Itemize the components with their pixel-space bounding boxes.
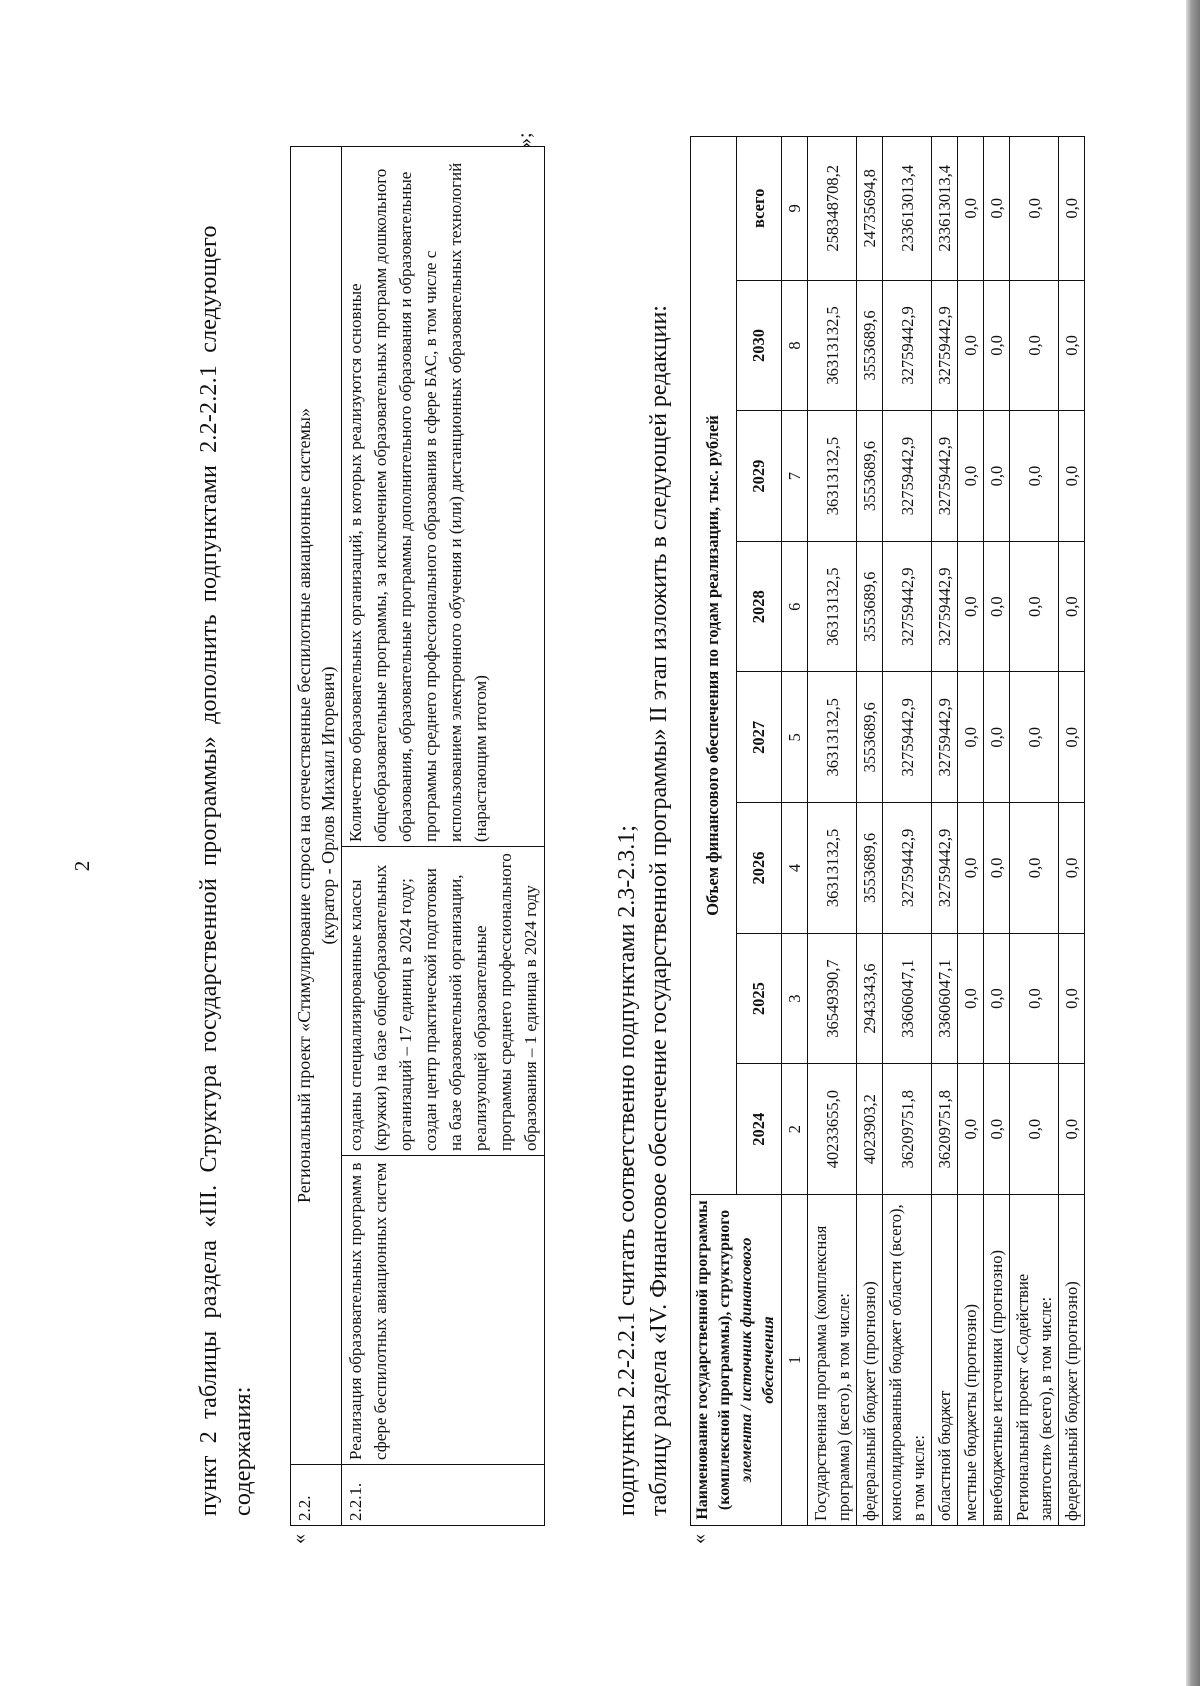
year-header: всего bbox=[736, 137, 782, 281]
curator-line: (куратор - Орлов Михаил Игоревич) bbox=[318, 666, 338, 945]
amount-cell: 32759442,9 bbox=[932, 280, 958, 411]
amount-cell: 0,0 bbox=[984, 933, 1010, 1064]
quote-open-mark-2: « bbox=[688, 1534, 710, 1544]
amount-cell: 24735694,8 bbox=[857, 137, 883, 281]
financing-table bbox=[690, 136, 1085, 1526]
year-header: 2029 bbox=[736, 411, 782, 542]
amount-cell: 32759442,9 bbox=[932, 803, 958, 934]
amount-cell: 3553689,6 bbox=[857, 672, 883, 803]
amount-cell: 0,0 bbox=[984, 137, 1010, 281]
column-index: 9 bbox=[782, 137, 808, 281]
amount-cell: 258348708,2 bbox=[808, 137, 857, 281]
amount-cell: 36313132,5 bbox=[808, 803, 857, 934]
amount-cell: 3553689,6 bbox=[857, 280, 883, 411]
year-header: 2025 bbox=[736, 933, 782, 1064]
structure-row-2-2-1 bbox=[342, 147, 545, 1526]
amount-cell: 233613013,4 bbox=[932, 137, 958, 281]
year-header: 2030 bbox=[736, 280, 782, 411]
column-index: 4 bbox=[782, 803, 808, 934]
amount-cell: 32759442,9 bbox=[883, 411, 932, 542]
amount-cell: 0,0 bbox=[984, 1064, 1010, 1195]
amount-cell: 36313132,5 bbox=[808, 280, 857, 411]
amount-cell: 0,0 bbox=[984, 803, 1010, 934]
amount-cell: 36549390,7 bbox=[808, 933, 857, 1064]
amount-cell: 32759442,9 bbox=[883, 803, 932, 934]
amount-cell: 36313132,5 bbox=[808, 411, 857, 542]
column-index: 6 bbox=[782, 541, 808, 672]
rotated-document-page bbox=[30, 0, 1180, 1656]
column-index: 8 bbox=[782, 280, 808, 411]
volume-header: Объем финансового обеспечения по годам реализации, тыс. рублей bbox=[691, 137, 737, 1195]
amount-cell: 0,0 bbox=[1059, 411, 1085, 542]
amount-cell: 0,0 bbox=[1059, 137, 1085, 281]
amount-cell: 3553689,6 bbox=[857, 803, 883, 934]
name-header: Наименование государственной программы (комплексной программы), структурного элемента / источник финансового обеспечения bbox=[691, 1195, 782, 1526]
amount-cell: 32759442,9 bbox=[883, 541, 932, 672]
indicator-cell: Количество образовательных организаций, в которых реализуются основные общеобразовательные программы, за исключением образовательных программ дошкольного образования, образовательные программы дополнительного образования и образовательные программы среднего профессионального образования в сфере БАС, в том числе с использованием электронного обучения и (или) дистанционных образовательных технологий (нарастающим итогом) bbox=[342, 147, 545, 847]
row-name: федеральный бюджет (прогнозно) bbox=[1059, 1195, 1085, 1526]
amount-cell: 0,0 bbox=[984, 280, 1010, 411]
row-name: внебюджетные источники (прогнозно) bbox=[984, 1195, 1010, 1526]
paragraph-amend-section-4: таблицу раздела «IV. Финансовое обеспечение государственной программы» II этап изложить в следующей редакции: bbox=[646, 305, 672, 1516]
column-index: 7 bbox=[782, 411, 808, 542]
amount-cell: 36209751,8 bbox=[883, 1064, 932, 1195]
financing-row bbox=[932, 137, 958, 1526]
amount-cell: 33606047,1 bbox=[883, 933, 932, 1064]
column-index: 1 bbox=[782, 1195, 808, 1526]
financing-row bbox=[958, 137, 984, 1526]
amount-cell: 0,0 bbox=[1059, 672, 1085, 803]
amount-cell: 0,0 bbox=[1059, 1064, 1085, 1195]
amount-cell: 0,0 bbox=[1059, 280, 1085, 411]
amount-cell: 32759442,9 bbox=[932, 411, 958, 542]
amount-cell: 3553689,6 bbox=[857, 411, 883, 542]
amount-cell: 0,0 bbox=[1059, 933, 1085, 1064]
amount-cell: 0,0 bbox=[984, 411, 1010, 542]
amount-cell: 36313132,5 bbox=[808, 672, 857, 803]
amount-cell: 233613013,4 bbox=[883, 137, 932, 281]
structure-table bbox=[290, 146, 545, 1526]
scanned-page-edge bbox=[1186, 0, 1200, 1686]
amount-cell: 36313132,5 bbox=[808, 541, 857, 672]
paragraph-renumber: подпункты 2.2-2.2.1 считать соответственно подпунктами 2.3-2.3.1; bbox=[614, 825, 640, 1516]
amount-cell: 0,0 bbox=[1059, 803, 1085, 934]
amount-cell: 0,0 bbox=[958, 280, 984, 411]
financing-row bbox=[984, 137, 1010, 1526]
column-index-row bbox=[782, 137, 808, 1526]
regional-project-cell bbox=[291, 147, 342, 1465]
financing-row bbox=[1010, 137, 1059, 1526]
amount-cell: 0,0 bbox=[958, 803, 984, 934]
column-index: 2 bbox=[782, 1064, 808, 1195]
amount-cell: 0,0 bbox=[958, 672, 984, 803]
amount-cell: 0,0 bbox=[958, 137, 984, 281]
regional-project-title: Региональный проект «Стимулирование спроса на отечественные беспилотные авиационные системы» bbox=[294, 407, 314, 1204]
amount-cell: 36209751,8 bbox=[932, 1064, 958, 1195]
amount-cell: 3553689,6 bbox=[857, 541, 883, 672]
amount-cell: 0,0 bbox=[1059, 541, 1085, 672]
amount-cell: 0,0 bbox=[958, 411, 984, 542]
amount-cell: 0,0 bbox=[1010, 280, 1059, 411]
structure-row-2-2 bbox=[291, 147, 342, 1526]
amount-cell: 0,0 bbox=[1010, 933, 1059, 1064]
amount-cell: 0,0 bbox=[1010, 672, 1059, 803]
year-header: 2028 bbox=[736, 541, 782, 672]
task-cell: Реализация образовательных программ в сфере беспилотных авиационных систем bbox=[342, 1156, 545, 1465]
amount-cell: 32759442,9 bbox=[883, 280, 932, 411]
effect-cell: созданы специализированные классы (кружки) на базе общеобразовательных организаций – 17 единиц в 2024 году; создан центр практической подготовки на базе образовательной организации, реализующей образовательные программы среднего профессионального образования – 1 единица в 2024 году bbox=[342, 847, 545, 1156]
amount-cell: 0,0 bbox=[984, 541, 1010, 672]
row-number: 2.2. bbox=[291, 1465, 342, 1526]
row-name: Государственная программа (комплексная программа) (всего), в том числе: bbox=[808, 1195, 857, 1526]
amount-cell: 0,0 bbox=[1010, 803, 1059, 934]
row-number: 2.2.1. bbox=[342, 1465, 545, 1526]
year-header: 2024 bbox=[736, 1064, 782, 1195]
financing-row bbox=[883, 137, 932, 1526]
financing-header-row bbox=[691, 137, 737, 1526]
financing-row bbox=[808, 137, 857, 1526]
row-name: областной бюджет bbox=[932, 1195, 958, 1526]
financing-row bbox=[857, 137, 883, 1526]
paragraph-amend-section-3: пункт 2 таблицы раздела «III. Структура государственной программы» дополнить подпунктами 2.2-2.2.1 следующего содержания: bbox=[196, 225, 256, 1516]
amount-cell: 0,0 bbox=[1010, 1064, 1059, 1195]
quote-open-mark: « bbox=[288, 1534, 310, 1544]
financing-body bbox=[808, 137, 1085, 1526]
amount-cell: 32759442,9 bbox=[932, 672, 958, 803]
amount-cell: 0,0 bbox=[958, 541, 984, 672]
amount-cell: 33606047,1 bbox=[932, 933, 958, 1064]
year-header: 2026 bbox=[736, 803, 782, 934]
page-number: 2 bbox=[70, 860, 94, 872]
amount-cell: 32759442,9 bbox=[932, 541, 958, 672]
row-name: Региональный проект «Содействие занятости» (всего), в том числе: bbox=[1010, 1195, 1059, 1526]
amount-cell: 0,0 bbox=[1010, 411, 1059, 542]
row-name: консолидированный бюджет области (всего), в том числе: bbox=[883, 1195, 932, 1526]
quote-close-mark: »; bbox=[514, 132, 536, 148]
amount-cell: 4023903,2 bbox=[857, 1064, 883, 1195]
amount-cell: 0,0 bbox=[1010, 541, 1059, 672]
column-index: 3 bbox=[782, 933, 808, 1064]
year-header: 2027 bbox=[736, 672, 782, 803]
amount-cell: 32759442,9 bbox=[883, 672, 932, 803]
amount-cell: 0,0 bbox=[958, 933, 984, 1064]
row-name: федеральный бюджет (прогнозно) bbox=[857, 1195, 883, 1526]
financing-row bbox=[1059, 137, 1085, 1526]
row-name: местные бюджеты (прогнозно) bbox=[958, 1195, 984, 1526]
amount-cell: 40233655,0 bbox=[808, 1064, 857, 1195]
amount-cell: 2943343,6 bbox=[857, 933, 883, 1064]
amount-cell: 0,0 bbox=[984, 672, 1010, 803]
amount-cell: 0,0 bbox=[1010, 137, 1059, 281]
amount-cell: 0,0 bbox=[958, 1064, 984, 1195]
column-index: 5 bbox=[782, 672, 808, 803]
